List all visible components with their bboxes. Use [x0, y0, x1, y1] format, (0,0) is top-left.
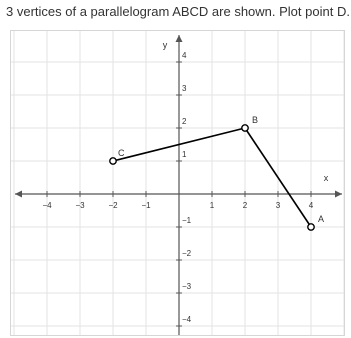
y-tick-label: 4 [182, 51, 187, 60]
y-tick-label: 1 [182, 150, 187, 159]
point-c[interactable] [110, 158, 116, 164]
point-label-b: B [252, 115, 259, 125]
x-tick-label: −4 [42, 201, 52, 210]
y-tick-label: −1 [182, 216, 192, 225]
x-axis-arrow-right-icon [335, 191, 342, 198]
x-axis-arrow-left-icon [15, 191, 22, 198]
coordinate-plane[interactable] [11, 31, 345, 336]
y-tick-label: 2 [182, 117, 187, 126]
y-tick-label: 3 [182, 84, 187, 93]
x-tick-label: −1 [141, 201, 151, 210]
x-tick-label: 3 [275, 201, 281, 210]
y-axis-arrow-up-icon [176, 35, 183, 42]
y-axis-label: y [162, 40, 168, 50]
point-a[interactable] [308, 224, 314, 230]
question-prompt: 3 vertices of a parallelogram ABCD are shown. Plot point D. [6, 4, 350, 19]
x-tick-label: 2 [242, 201, 248, 210]
graph-board[interactable] [10, 30, 345, 336]
point-label-c: C [118, 148, 125, 158]
point-label-a: A [318, 214, 325, 224]
grid-lines [11, 31, 345, 336]
x-tick-label: −2 [108, 201, 118, 210]
x-tick-label: −3 [75, 201, 85, 210]
x-tick-label: 1 [209, 201, 215, 210]
x-axis-label: x [323, 173, 329, 183]
point-b[interactable] [242, 125, 248, 131]
x-tick-label: 4 [308, 201, 314, 210]
y-tick-label: −3 [182, 282, 192, 291]
y-tick-label: −4 [182, 315, 192, 324]
y-tick-label: −2 [182, 249, 192, 258]
